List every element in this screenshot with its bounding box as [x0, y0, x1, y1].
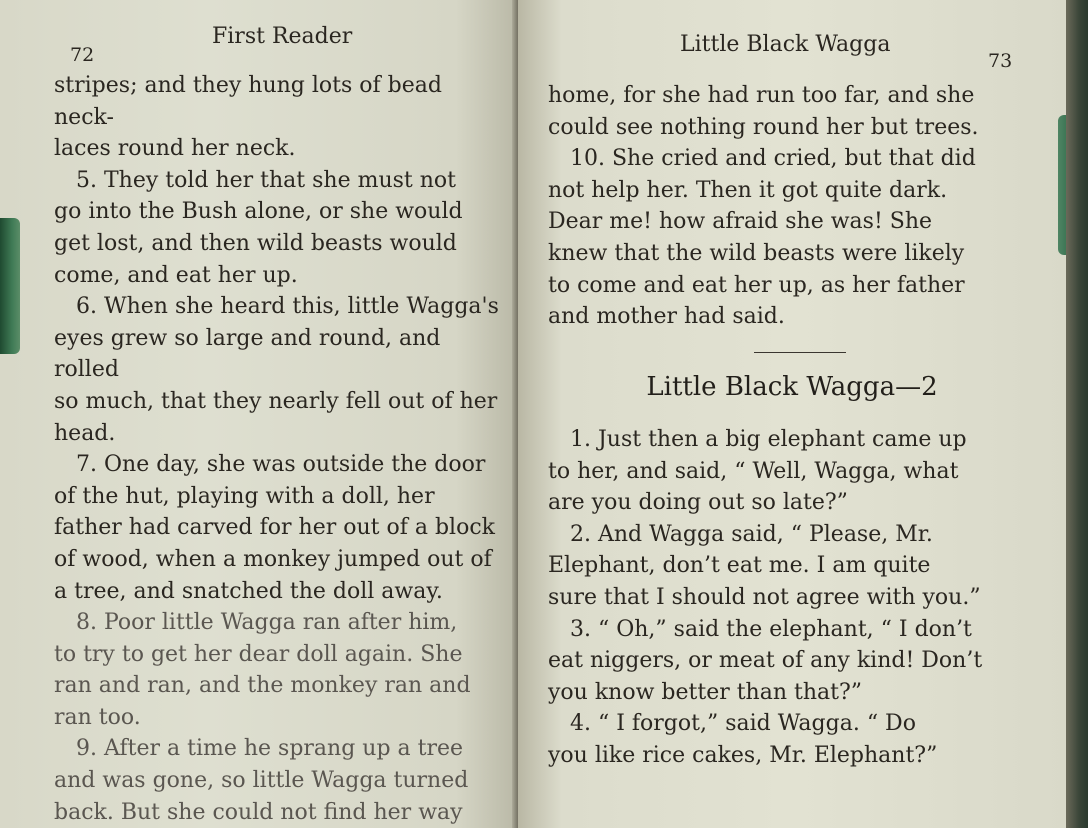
text-line: of the hut, playing with a doll, her	[54, 483, 435, 509]
text-line: Elephant, don’t eat me. I am quite	[548, 553, 931, 579]
text-line: go into the Bush alone, or she would	[54, 199, 463, 225]
text-line: knew that the wild beasts were likely	[548, 240, 965, 266]
text-line: 1. Just then a big elephant came up	[570, 427, 967, 452]
book-edge	[1066, 0, 1088, 828]
section-divider	[754, 352, 846, 353]
text-line: get lost, and then wild beasts would	[54, 230, 457, 256]
section-heading: Little Black Wagga—2	[646, 372, 938, 402]
text-line: you like rice cakes, Mr. Elephant?”	[548, 742, 938, 768]
text-line: of wood, when a monkey jumped out of	[54, 546, 492, 572]
text-line: and was gone, so little Wagga turned	[54, 768, 469, 794]
left-page-marker-tab	[0, 218, 20, 354]
text-line: 2. And Wagga said, “ Please, Mr.	[570, 521, 933, 547]
text-line: back. But she could not find her way	[54, 799, 463, 825]
right-page	[518, 0, 1066, 828]
text-line: could see nothing round her but trees.	[548, 114, 979, 140]
text-line: home, for she had run too far, and she	[548, 83, 975, 108]
text-line: 5. They told her that she must not	[76, 167, 457, 193]
text-line: 3. “ Oh,” said the elephant, “ I don’t	[570, 616, 972, 642]
text-line: stripes; and they hung lots of bead neck-	[54, 73, 442, 130]
page-number-left: 72	[70, 44, 95, 66]
text-line: 8. Poor little Wagga ran after him,	[76, 610, 458, 636]
text-line: you know better than that?”	[548, 679, 863, 705]
text-line: so much, that they nearly fell out of her	[54, 388, 498, 414]
running-head-left: First Reader	[212, 24, 353, 49]
text-line: eat niggers, or meat of any kind! Don’t	[548, 648, 983, 674]
text-line: head.	[54, 420, 116, 446]
text-line: sure that I should not agree with you.”	[548, 584, 981, 610]
left-page	[0, 0, 518, 828]
text-line: 4. “ I forgot,” said Wagga. “ Do	[570, 711, 916, 737]
page-number-right: 73	[988, 50, 1013, 72]
text-line: to her, and said, “ Well, Wagga, what	[548, 458, 959, 484]
right-page-text-top	[548, 80, 1022, 333]
text-line: 7. One day, she was outside the door	[76, 452, 486, 478]
text-line: 9. After a time he sprang up a tree	[76, 736, 464, 762]
text-line: are you doing out so late?”	[548, 490, 848, 516]
right-page-text-bottom	[548, 424, 1022, 772]
text-line: eyes grew so large and round, and rolled	[54, 325, 441, 383]
text-line: 6. When she heard this, little Wagga's	[76, 294, 499, 320]
text-line: a tree, and snatched the doll away.	[54, 578, 443, 604]
text-line: not help her. Then it got quite dark.	[548, 177, 948, 203]
text-line: come, and eat her up.	[54, 262, 298, 288]
text-line: to come and eat her up, as her father	[548, 272, 965, 298]
text-line: Dear me! how afraid she was! She	[548, 209, 933, 235]
text-line: laces round her neck.	[54, 136, 296, 162]
left-page-text	[54, 70, 500, 828]
text-line: ran too.	[54, 704, 141, 730]
text-line: to try to get her dear doll again. She	[54, 641, 463, 667]
text-line: father had carved for her out of a block	[54, 515, 495, 541]
text-line: ran and ran, and the monkey ran and	[54, 673, 471, 699]
text-line: and mother had said.	[548, 304, 785, 330]
text-line: 10. She cried and cried, but that did	[570, 146, 976, 172]
running-head-right: Little Black Wagga	[680, 32, 891, 57]
